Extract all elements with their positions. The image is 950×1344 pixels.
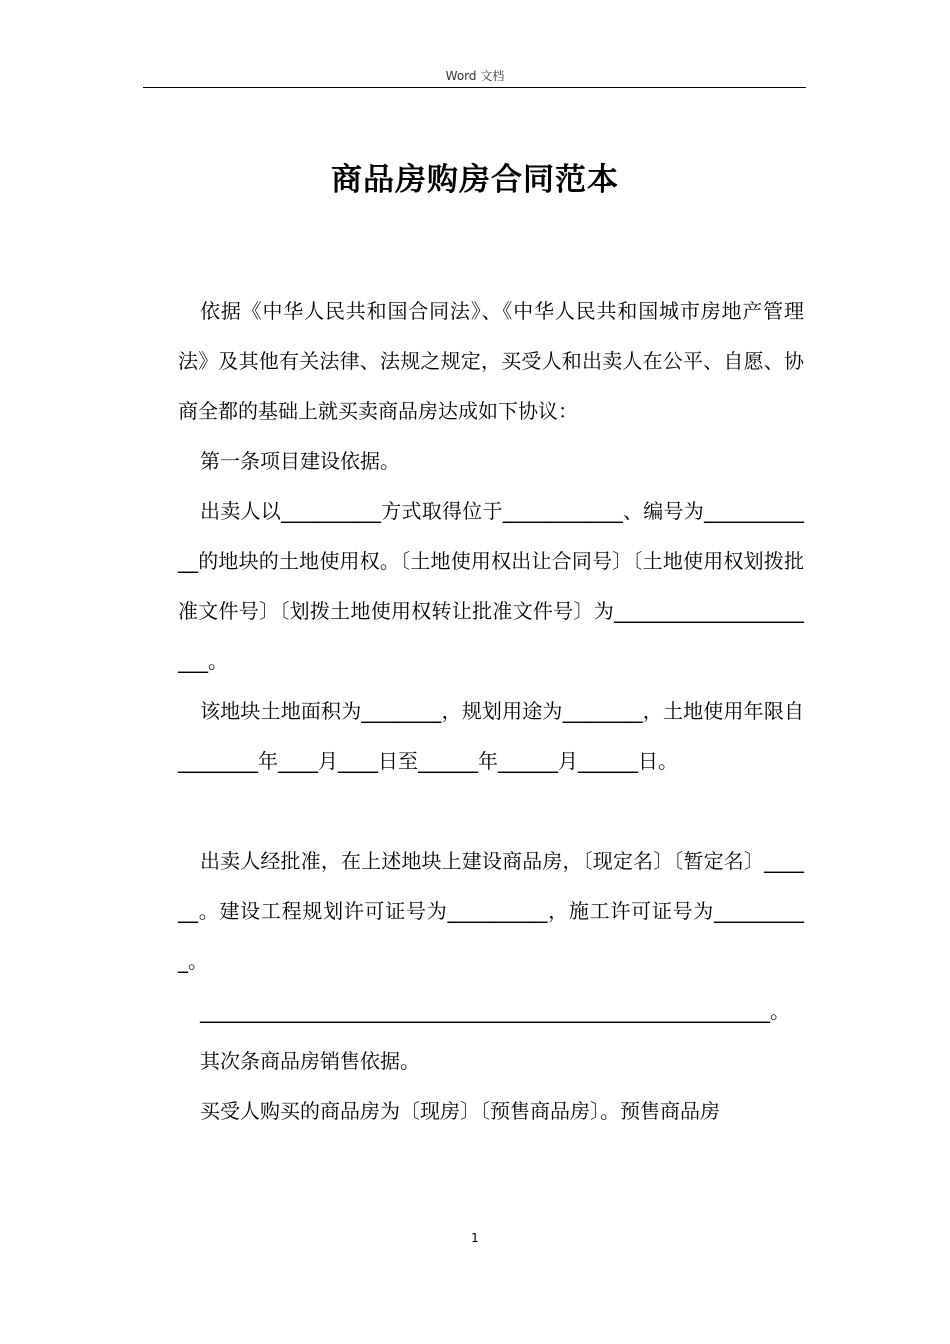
paragraph-land-area: 该地块土地面积为________，规划用途为________，土地使用年限自________年____月____日至______年______月______日。 (178, 699, 804, 773)
header-divider (143, 87, 806, 88)
header-text: Word 文档 (445, 69, 505, 83)
document-title: 商品房购房合同范本 (331, 162, 619, 198)
page-number: 1 (471, 1231, 479, 1245)
paragraph-blank-line: _________________________________________________________。 (200, 999, 790, 1023)
paragraph-land-acquisition: 出卖人以__________方式取得位于____________、编号为____________的地块的土地使用权。〔土地使用权出让合同号〕〔土地使用权划拨批准文件号〕〔划拨土地使用权转让批准文件号〕为______________________。 (178, 499, 804, 673)
document-body (178, 286, 804, 1136)
paragraph-article-1-heading: 第一条项目建设依据。 (200, 449, 400, 473)
paragraph-preamble: 依据《中华人民共和国合同法》、《中华人民共和国城市房地产管理法》及其他有关法律、法规之规定，买受人和出卖人在公平、自愿、协商全都的基础上就买卖商品房达成如下协议： (178, 299, 804, 423)
paragraph-purchase-type: 买受人购买的商品房为〔现房〕〔预售商品房〕。预售商品房 (200, 1099, 720, 1123)
paragraph-construction-approval: 出卖人经批准，在上述地块上建设商品房，〔现定名〕〔暂定名〕______。建设工程规划许可证号为__________，施工许可证号为__________。 (178, 849, 804, 973)
paragraph-article-2-heading: 其次条商品房销售依据。 (200, 1049, 420, 1073)
